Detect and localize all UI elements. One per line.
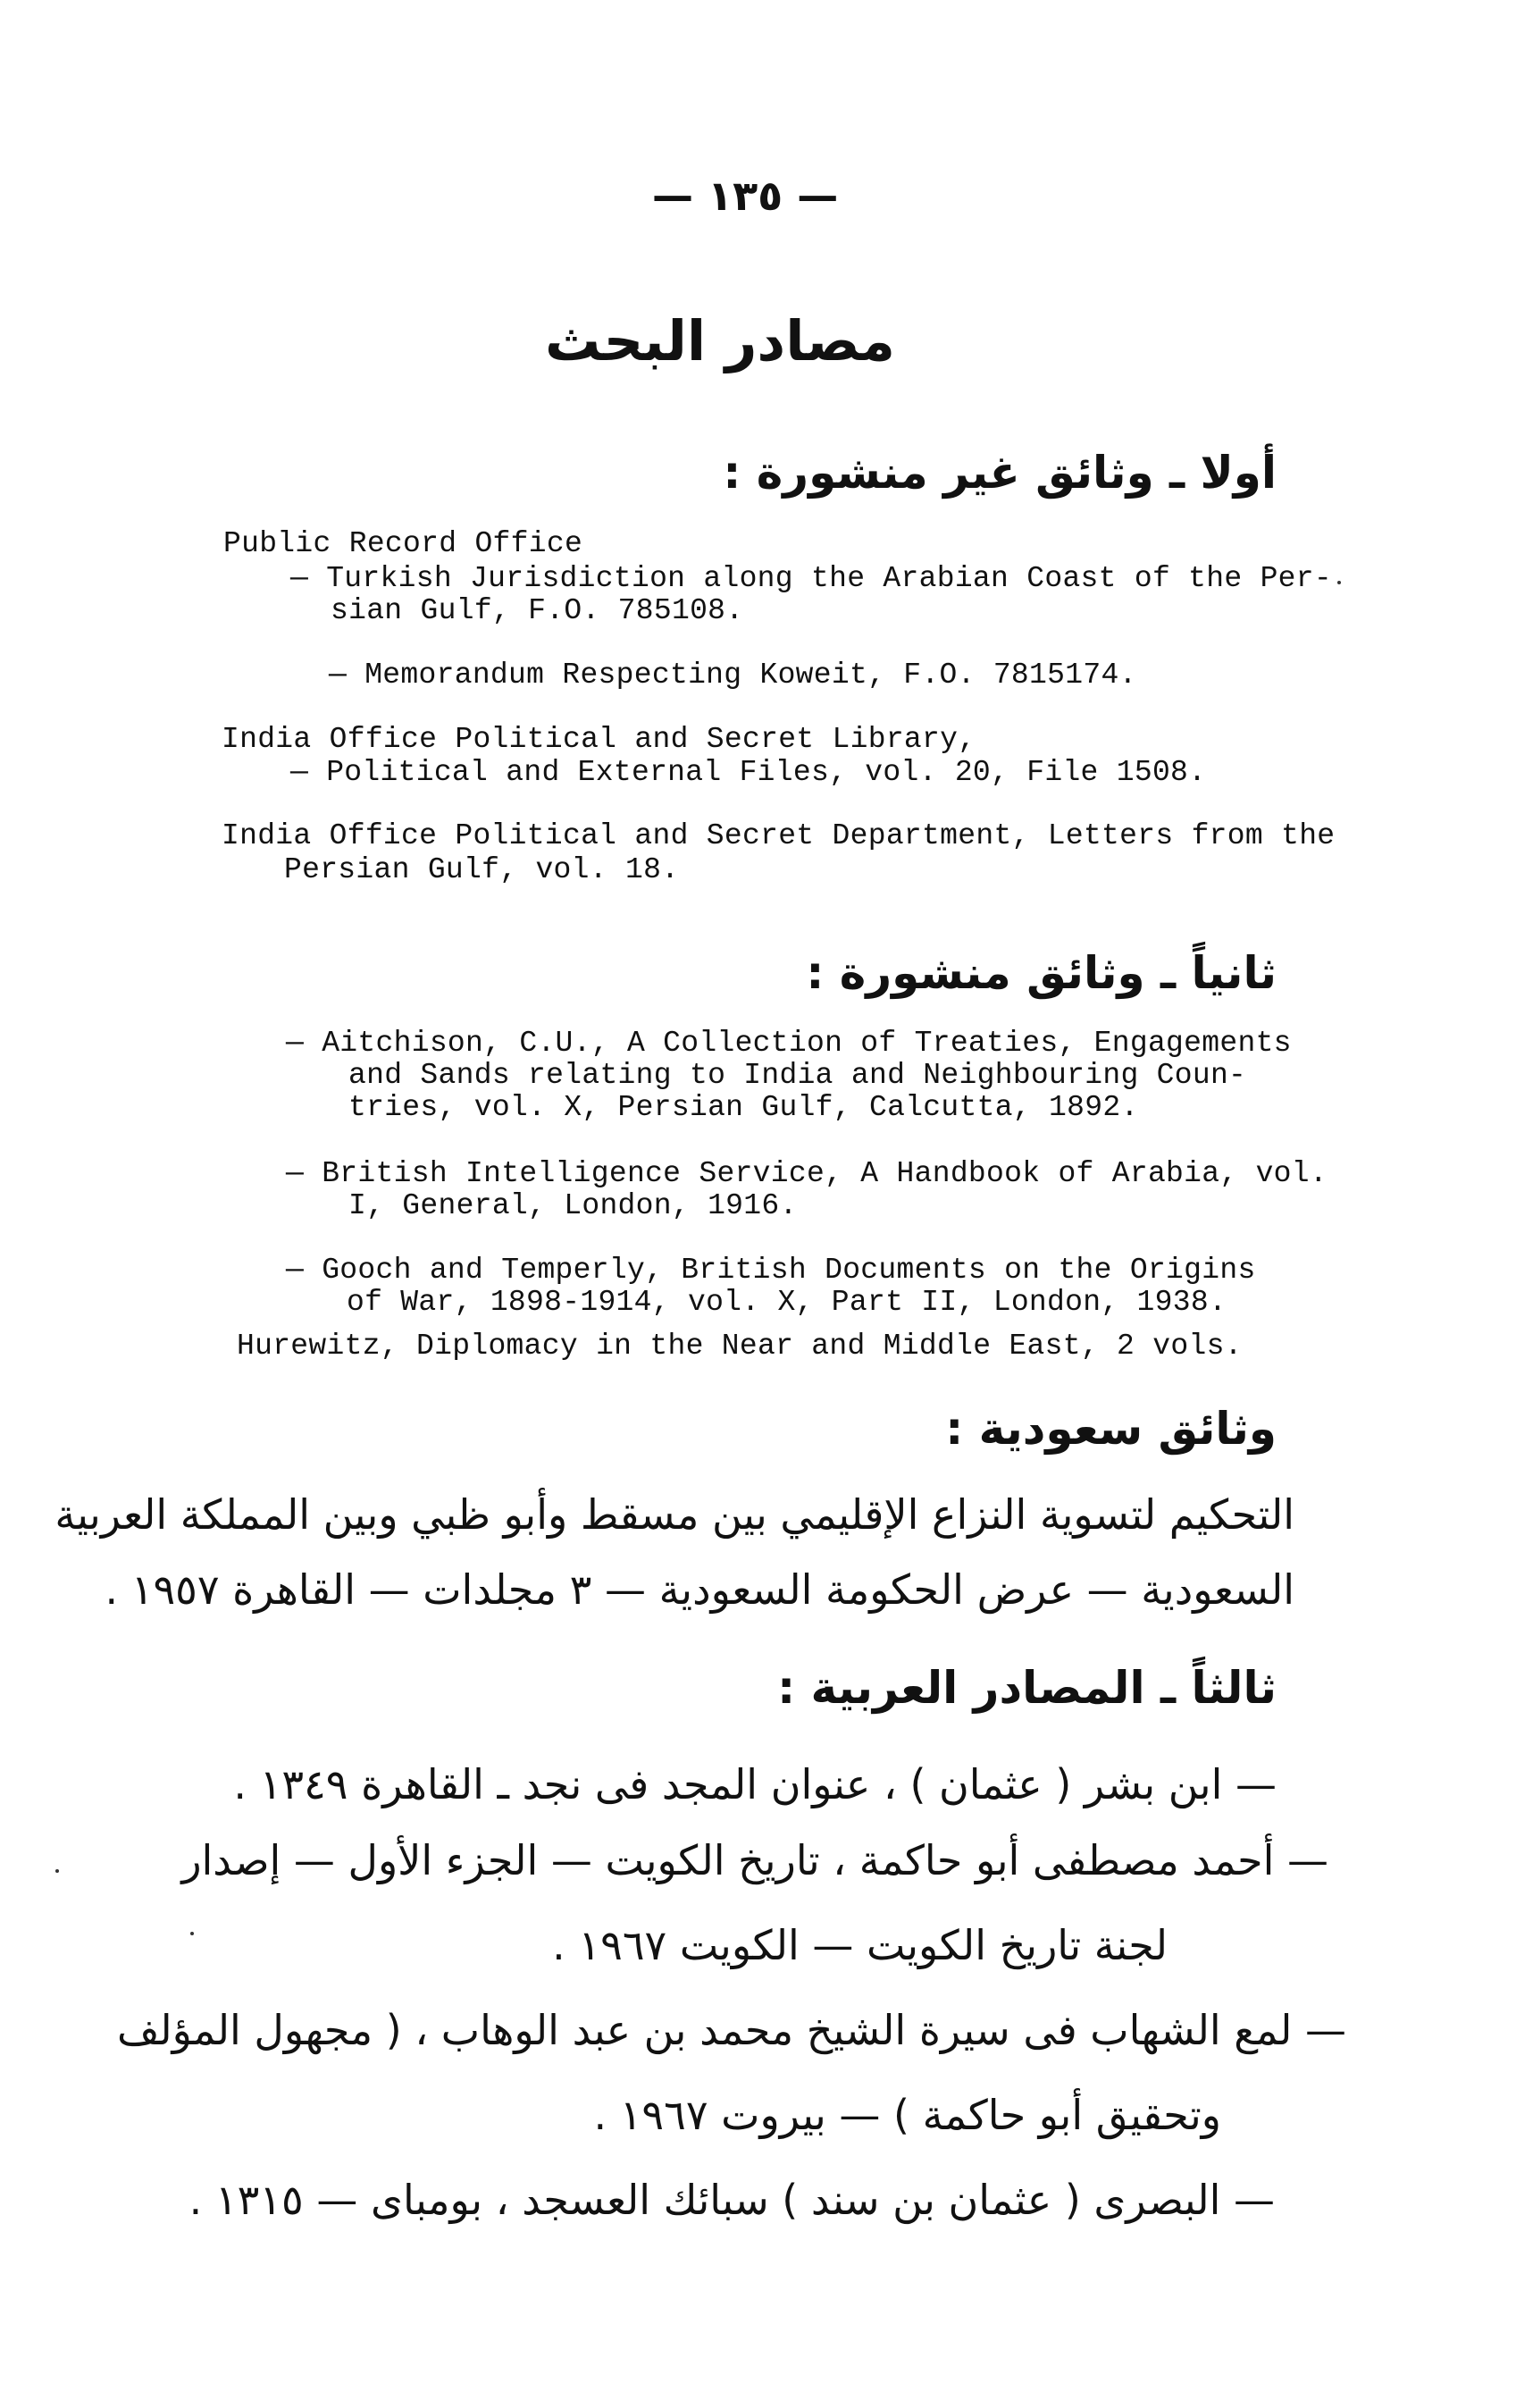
scan-speck [1337,581,1341,584]
section3-line-5: وتحقيق أبو حاكمة ) — بيروت ١٩٦٧ . [593,2091,1221,2139]
section1-heading: أولا ـ وثائق غير منشورة : [723,447,1277,499]
section3-line-3: لجنة تاريخ الكويت — الكويت ١٩٦٧ . [552,1921,1168,1969]
section3-line-1: — ابن بشر ( عثمان ) ، عنوان المجد فى نجد ـ القاهرة ١٣٤٩ . [233,1760,1277,1808]
section2-line-8: Hurewitz, Diplomacy in the Near and Middle East, 2 vols. [237,1330,1243,1363]
page-number: — ١٣٥ — [652,172,839,220]
section1-line-2: — Turkish Jurisdiction along the Arabian Coast of the Per- [290,562,1332,595]
section2-line-2: and Sands relating to India and Neighbouring Coun- [348,1059,1247,1092]
scan-speck [190,1932,194,1935]
section2-line-6: — Gooch and Temperly, British Documents on the Origins [286,1254,1256,1287]
section2-line-4: — British Intelligence Service, A Handbook of Arabia, vol. [286,1157,1328,1190]
page-title: مصادر البحث [544,308,895,373]
section2-line-7: of War, 1898-1914, vol. X, Part II, London, 1938. [347,1286,1227,1319]
section1-line-4: — Memorandum Respecting Koweit, F.O. 7815174. [329,659,1137,692]
section3-line-2: — أحمد مصطفى أبو حاكمة ، تاريخ الكويت — الجزء الأول — إصدار [181,1836,1328,1884]
section1-line-8: Persian Gulf, vol. 18. [284,853,680,886]
section3-heading: ثالثاً ـ المصادر العربية : [777,1662,1277,1714]
saudi-line-2: السعودية — عرض الحكومة السعودية — ٣ مجلدات — القاهرة ١٩٥٧ . [105,1565,1294,1614]
section3-line-4: — لمع الشهاب فى سيرة الشيخ محمد بن عبد الوهاب ، ( مجهول المؤلف [117,2006,1346,2054]
section1-line-3: sian Gulf, F.O. 785108. [331,594,744,627]
scan-speck [55,1869,59,1873]
section2-line-1: — Aitchison, C.U., A Collection of Treaties, Engagements [286,1027,1292,1060]
section1-line-7: India Office Political and Secret Department, Letters from the [222,819,1336,852]
saudi-line-1: التحكيم لتسوية النزاع الإقليمي بين مسقط وأبو ظبي وبين المملكة العربية [54,1490,1294,1539]
section2-line-3: tries, vol. X, Persian Gulf, Calcutta, 1892. [348,1091,1139,1124]
section2-heading: ثانياً ـ وثائق منشورة : [806,947,1277,999]
section3-line-6: — البصرى ( عثمان بن سند ) سبائك العسجد ، بومباى — ١٣١٥ . [188,2176,1275,2224]
section1-line-6: — Political and External Files, vol. 20, File 1508. [290,756,1207,789]
section2-line-5: I, General, London, 1916. [348,1189,798,1222]
section1-line-1: Public Record Office [223,527,583,560]
section1-line-5: India Office Political and Secret Library, [222,723,976,756]
saudi-heading: وثائق سعودية : [945,1403,1277,1455]
